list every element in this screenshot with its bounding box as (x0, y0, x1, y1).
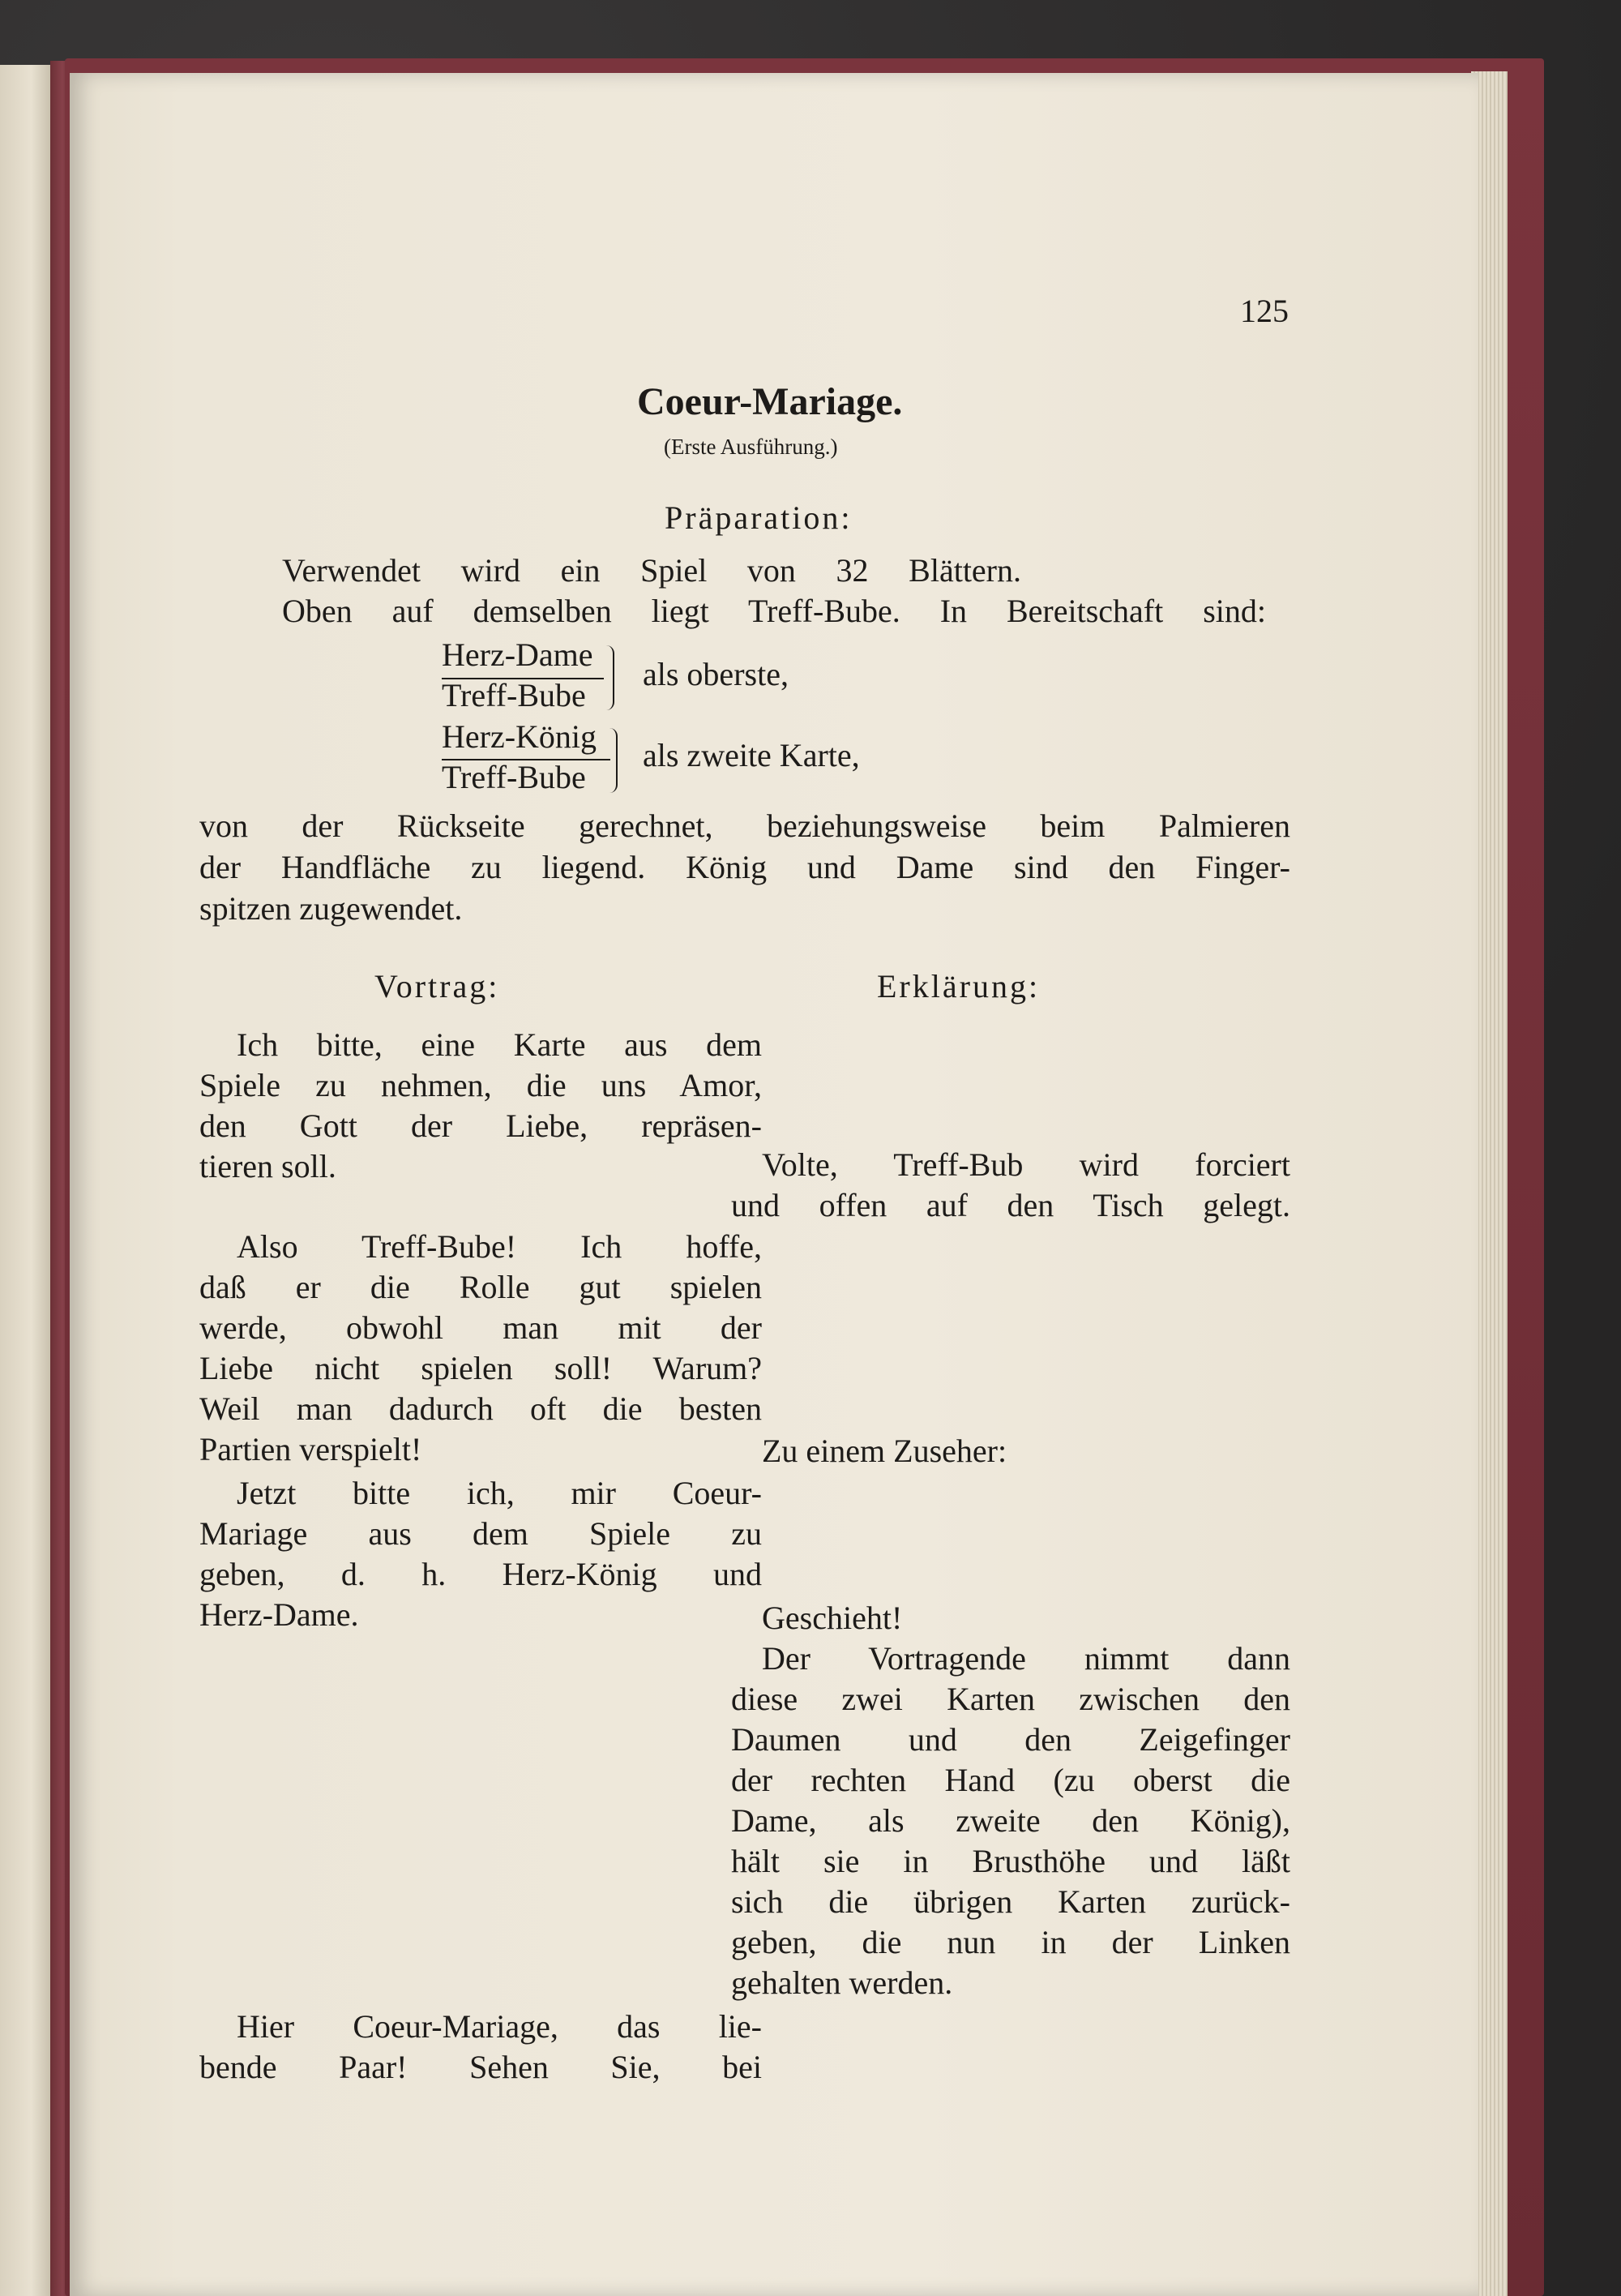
erklaerung-line: Dame, als zweite den König), (731, 1802, 1290, 1839)
label-oberste: als oberste, (643, 656, 789, 692)
vortrag-line: werde, obwohl man mit der (199, 1309, 762, 1346)
preparation-para-line: spitzen zugewendet. (199, 890, 463, 927)
vortrag-line: Also Treff-Bube! Ich hoffe, (237, 1228, 762, 1265)
vortrag-line: Partien verspielt! (199, 1431, 422, 1467)
vortrag-line: den Gott der Liebe, repräsen- (199, 1107, 762, 1144)
vortrag-line: Weil man dadurch oft die besten (199, 1390, 762, 1427)
vortrag-line: Ich bitte, eine Karte aus dem (237, 1026, 762, 1063)
erklaerung-line: Zu einem Zuseher: (762, 1433, 1007, 1469)
page-title: Coeur-Mariage. (637, 380, 903, 423)
erklaerung-line: Daumen und den Zeigefinger (731, 1721, 1290, 1758)
vortrag-line: bende Paar! Sehen Sie, bei (199, 2049, 762, 2085)
book-page (70, 73, 1478, 2296)
erklaerung-line: hält sie in Brusthöhe und läßt (731, 1843, 1290, 1879)
vortrag-line: Hier Coeur-Mariage, das lie- (237, 2008, 762, 2045)
brace-1 (605, 645, 614, 710)
label-zweite-karte: als zweite Karte, (643, 737, 860, 773)
vortrag-line: daß er die Rolle gut spielen (199, 1269, 762, 1305)
vortrag-line: tieren soll. (199, 1148, 336, 1184)
card-treff-bube-2: Treff-Bube (442, 759, 586, 795)
erklaerung-heading: Erklärung: (877, 968, 1041, 1004)
preparation-para-line: der Handfläche zu liegend. König und Dame sind den Finger- (199, 849, 1290, 885)
erklaerung-line: geben, die nun in der Linken (731, 1924, 1290, 1960)
vortrag-line: Liebe nicht spielen soll! Warum? (199, 1350, 762, 1386)
card-herz-dame: Herz-Dame (442, 636, 593, 673)
preparation-para-line: von der Rückseite gerechnet, beziehungsweise beim Palmieren (199, 807, 1290, 844)
vortrag-heading: Vortrag: (374, 968, 500, 1004)
erklaerung-line: sich die übrigen Karten zurück- (731, 1883, 1290, 1920)
preparation-line-1: Verwendet wird ein Spiel von 32 Blättern. (282, 552, 1021, 589)
vortrag-line: Herz-Dame. (199, 1596, 359, 1633)
subtitle: (Erste Ausführung.) (664, 435, 838, 459)
erklaerung-line: gehalten werden. (731, 1964, 953, 2001)
preparation-heading: Präparation: (665, 499, 853, 536)
erklaerung-line: Geschieht! (762, 1600, 903, 1636)
page-number: 125 (1240, 293, 1289, 329)
erklaerung-line: der rechten Hand (zu oberst die (731, 1762, 1290, 1798)
vortrag-line: Jetzt bitte ich, mir Coeur- (237, 1475, 762, 1511)
left-page-edge (0, 65, 57, 2296)
erklaerung-line: Der Vortragende nimmt dann (762, 1640, 1290, 1677)
erklaerung-line: diese zwei Karten zwischen den (731, 1681, 1290, 1717)
erklaerung-line: und offen auf den Tisch gelegt. (731, 1187, 1290, 1223)
brace-2 (608, 728, 618, 793)
preparation-line-2: Oben auf demselben liegt Treff-Bube. In Bereitschaft sind: (282, 593, 1266, 629)
vortrag-line: Mariage aus dem Spiele zu (199, 1515, 762, 1552)
card-herz-koenig: Herz-König (442, 718, 597, 755)
erklaerung-line: Volte, Treff-Bub wird forciert (762, 1146, 1290, 1183)
vortrag-line: geben, d. h. Herz-König und (199, 1556, 762, 1592)
vortrag-line: Spiele zu nehmen, die uns Amor, (199, 1067, 762, 1103)
card-treff-bube: Treff-Bube (442, 677, 586, 713)
